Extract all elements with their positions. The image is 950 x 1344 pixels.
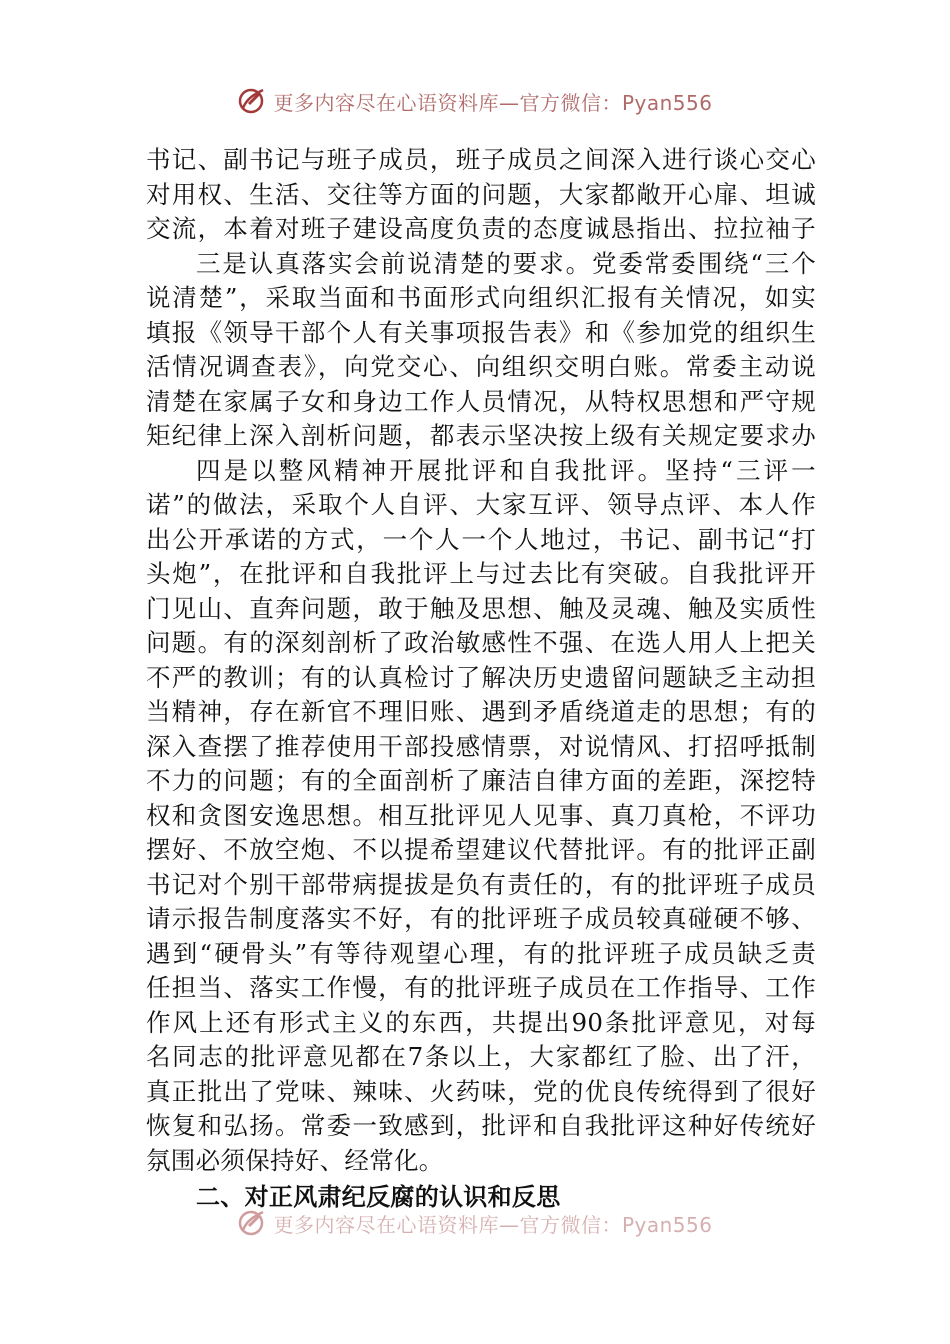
text-line: 真正批出了党味、辣味、火药味，党的优良传统得到了很好 (146, 1076, 816, 1106)
text-line: 问题。有的深刻剖析了政治敏感性不强、在选人用人上把关 (146, 628, 816, 657)
text-line: 名同志的批评意见都在7条以上，大家都红了脸、出了汗， (146, 1042, 816, 1071)
text-line: 矩纪律上深入剖析问题，都表示坚决按上级有关规定要求办 (146, 421, 816, 450)
footer-watermark (0, 1208, 950, 1238)
text-line: 门见山、直奔问题，敢于触及思想、触及灵魂、触及实质性 (146, 593, 816, 623)
text-line: 请示报告制度落实不好，有的批评班子成员较真碰硬不够、 (146, 904, 816, 933)
text-line: 当精神，存在新官不理旧账、遇到矛盾绕道走的思想；有的 (146, 697, 816, 726)
text-line: 氛围必须保持好、经常化。 (146, 1145, 444, 1175)
text-line: 遇到“硬骨头”有等待观望心理，有的批评班子成员缺乏责 (146, 938, 816, 968)
text-line: 不力的问题；有的全面剖析了廉洁自律方面的差距，深挖特 (146, 766, 816, 795)
text-line: 对用权、生活、交往等方面的问题，大家都敞开心扉、坦诚 (146, 179, 816, 209)
text-line: 恢复和弘扬。常委一致感到，批评和自我批评这种好传统好 (146, 1111, 816, 1140)
text-line: 交流，本着对班子建设高度负责的态度诚恳指出、拉拉袖子 (146, 214, 816, 243)
text-line: 填报《领导干部个人有关事项报告表》和《参加党的组织生 (146, 317, 816, 347)
text-line: 书记、副书记与班子成员，班子成员之间深入进行谈心交心 (146, 145, 816, 174)
text-line: 诺”的做法，采取个人自评、大家互评、领导点评、本人作 (146, 490, 816, 519)
text-line: 不严的教训；有的认真检讨了解决历史遗留问题缺乏主动担 (146, 662, 816, 692)
text-line: 说清楚”，采取当面和书面形式向组织汇报有关情况，如实 (146, 283, 816, 312)
text-line: 任担当、落实工作慢，有的批评班子成员在工作指导、工作 (146, 973, 816, 1002)
header-watermark (0, 86, 950, 116)
text-line: 权和贪图安逸思想。相互批评见人见事、真刀真枪，不评功 (146, 800, 816, 830)
watermark-text: 更多内容尽在心语资料库—官方微信：Pyan556 (273, 90, 713, 115)
pen-swirl-logo-icon (237, 1208, 267, 1238)
text-line: 摆好、不放空炮、不以提希望建议代替批评。有的批评正副 (146, 835, 816, 864)
document-body (146, 143, 816, 1215)
text-line: 深入查摆了推荐使用干部投感情票，对说情风、打招呼抵制 (146, 731, 816, 761)
text-line: 头炮”，在批评和自我批评上与过去比有突破。自我批评开 (146, 559, 816, 588)
text-line: 书记对个别干部带病提拔是负有责任的，有的批评班子成员 (146, 869, 816, 899)
section-heading: 二、对正风肃纪反腐的认识和反思 (196, 1183, 561, 1211)
text-line: 作风上还有形式主义的东西，共提出90条批评意见，对每 (146, 1007, 816, 1037)
text-line: 三是认真落实会前说清楚的要求。党委常委围绕“三个 (196, 248, 816, 278)
pen-swirl-logo-icon (237, 86, 267, 116)
watermark-text: 更多内容尽在心语资料库—官方微信：Pyan556 (273, 1212, 713, 1237)
text-line: 清楚在家属子女和身边工作人员情况，从特权思想和严守规 (146, 386, 816, 416)
text-line: 出公开承诺的方式，一个人一个人地过，书记、副书记“打 (146, 524, 816, 554)
text-line: 活情况调查表》，向党交心、向组织交明白账。常委主动说 (146, 352, 816, 381)
text-line: 四是以整风精神开展批评和自我批评。坚持“三评一 (196, 455, 816, 485)
